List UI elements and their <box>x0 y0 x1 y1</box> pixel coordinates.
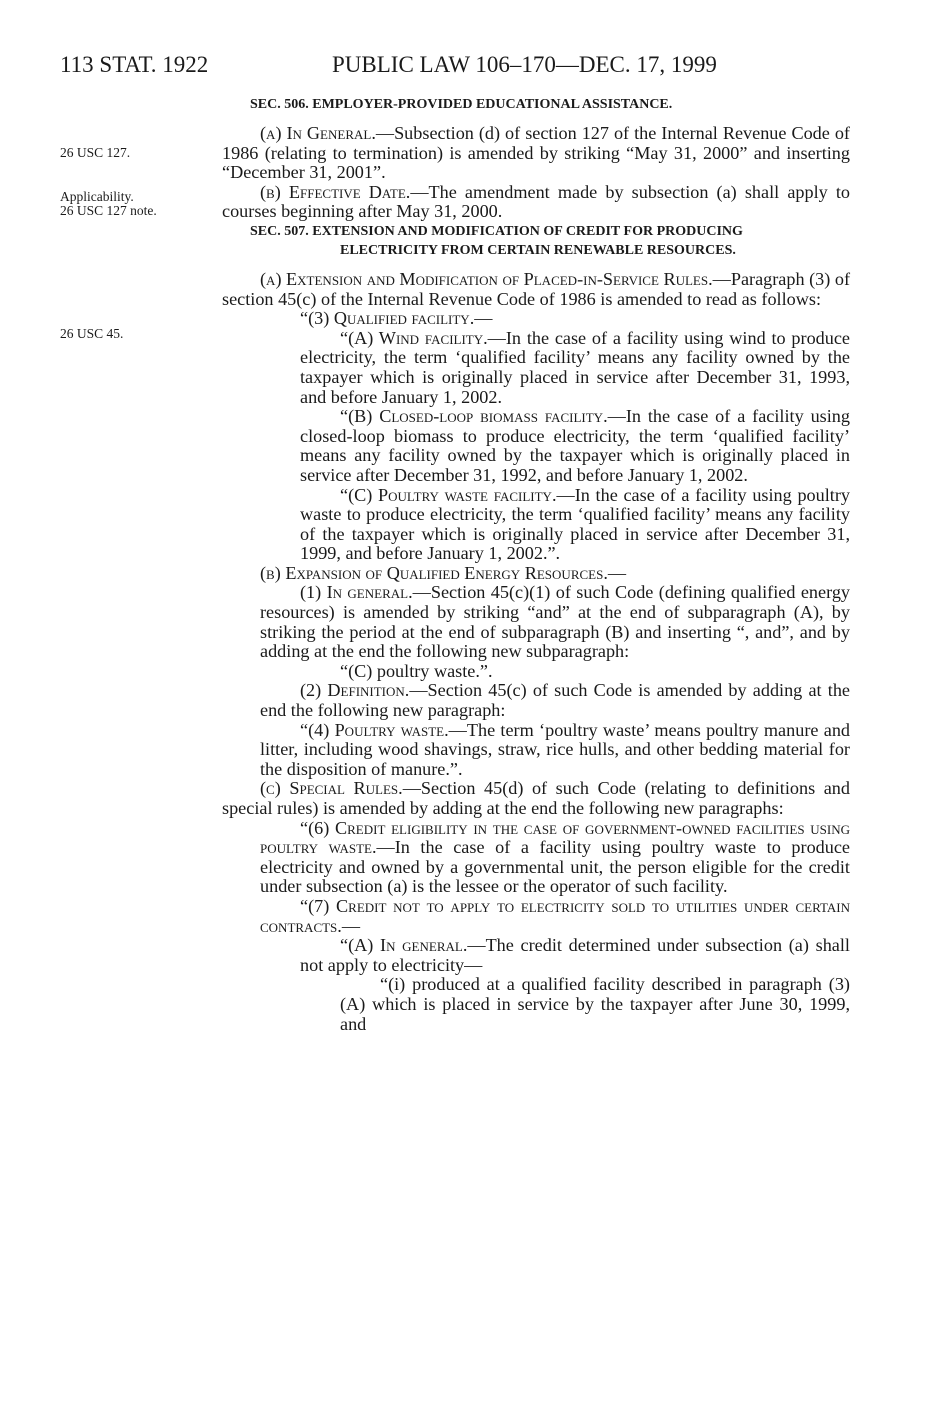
section-507-b: (b) Expansion of Qualified Energy Resources.— <box>260 562 627 583</box>
section-507-heading-cont: ELECTRICITY FROM CERTAIN RENEWABLE RESOURCES. <box>340 242 736 258</box>
section-506-b-label: (b) Effective Date. <box>260 181 411 202</box>
section-507-heading: SEC. 507. EXTENSION AND MODIFICATION OF CREDIT FOR PRODUCING <box>250 223 743 239</box>
quoted-subparagraph-c: “(C) Poultry waste facility.—In the case of a facility using poultry waste to produce electricity, the term ‘qualified facility’ means any facility of the taxpayer which is originally placed in service after December 31, 1999, and before January 1, 2002.”. <box>300 484 850 564</box>
quoted-paragraph-7: “(7) Credit not to apply to electricity sold to utilities under certain contracts.— <box>260 895 850 936</box>
quoted-clause-7-a-i: “(i) produced at a qualified facility described in paragraph (3)(A) which is placed in service by the taxpayer after June 30, 1999, and <box>340 974 850 1034</box>
quoted-subparagraph-b: “(B) Closed-loop biomass facility.—In the case of a facility using closed-loop biomass to produce electricity, the term ‘qualified facility’ means any facility owned by the taxpayer which is originally placed in service after December 31, 1992, and before January 1, 2002. <box>300 406 850 485</box>
section-506-b: (b) Effective Date.—The amendment made by subsection (a) shall apply to courses beginning after May 31, 2000. <box>222 181 850 222</box>
quoted-subparagraph-a: “(A) Wind facility.—In the case of a facility using wind to produce electricity, the term ‘qualified facility’ means any facility owned by the taxpayer which is originally placed in service after December 31, 1993, and before January 1, 2002. <box>300 327 851 407</box>
margin-note-applicability: Applicability. <box>60 189 134 204</box>
section-507-c: (c) Special Rules.—Section 45(d) of such Code (relating to definitions and special rules) is amended by adding at the end the following new paragraphs: <box>222 778 850 818</box>
section-507-b-2: (2) Definition.—Section 45(c) of such Code is amended by adding at the end the following new paragraph: <box>260 680 850 721</box>
page-citation: 113 STAT. 1922 <box>60 52 209 77</box>
quoted-paragraph-4: “(4) Poultry waste.—The term ‘poultry waste’ means poultry manure and litter, including wood shavings, straw, rice hulls, and other bedding material for the disposition of manure.”. <box>260 719 851 779</box>
quoted-paragraph-7-a: “(A) In general.—The credit determined under subsection (a) shall not apply to electricity— <box>300 935 850 975</box>
quoted-paragraph-6: “(6) Credit eligibility in the case of government-owned facilities using poultry waste.—In the case of a facility using poultry waste to produce electricity and owned by a governmental unit, the person eligible for the credit under subsection (a) is the lessee or the operator of such facility. <box>260 817 850 897</box>
margin-note-usc-45: 26 USC 45. <box>60 326 124 341</box>
section-507-c-label: (c) Special Rules. <box>260 778 403 799</box>
section-506-heading: SEC. 506. EMPLOYER-PROVIDED EDUCATIONAL ASSISTANCE. <box>250 97 673 112</box>
section-506-a: (a) In General.—Subsection (d) of section 127 of the Internal Revenue Code of 1986 (relating to termination) is amended by striking “May 31, 2000” and inserting “December 31, 2001”. <box>222 123 850 183</box>
quoted-subparagraph-c-poultry: “(C) poultry waste.”. <box>340 660 493 681</box>
statute-text <box>222 95 850 1034</box>
quoted-paragraph-3: “(3) Qualified facility.— <box>300 308 493 329</box>
running-header: PUBLIC LAW 106–170—DEC. 17, 1999 <box>332 52 717 77</box>
section-507-b-1: (1) In general.—Section 45(c)(1) of such Code (defining qualified energy resources) is amended by striking “and” at the end of subparagraph (A), by striking the period at the end of subparagraph (B) and inserting “, and”, and by adding at the end the following new subparagraph: <box>260 582 851 662</box>
margin-note-usc-127: 26 USC 127. <box>60 145 131 160</box>
section-507-b-label: (b) Expansion of Qualified Energy Resources. <box>260 562 608 583</box>
section-507-a: (a) Extension and Modification of Placed-in-Service Rules.—Paragraph (3) of section 45(c) of the Internal Revenue Code of 1986 is amended to read as follows: <box>222 268 851 309</box>
section-507-a-label: (a) Extension and Modification of Placed-in-Service Rules. <box>260 268 713 289</box>
margin-note-usc-127-note: 26 USC 127 note. <box>60 203 157 218</box>
section-506-a-label: (a) In General. <box>260 123 376 143</box>
